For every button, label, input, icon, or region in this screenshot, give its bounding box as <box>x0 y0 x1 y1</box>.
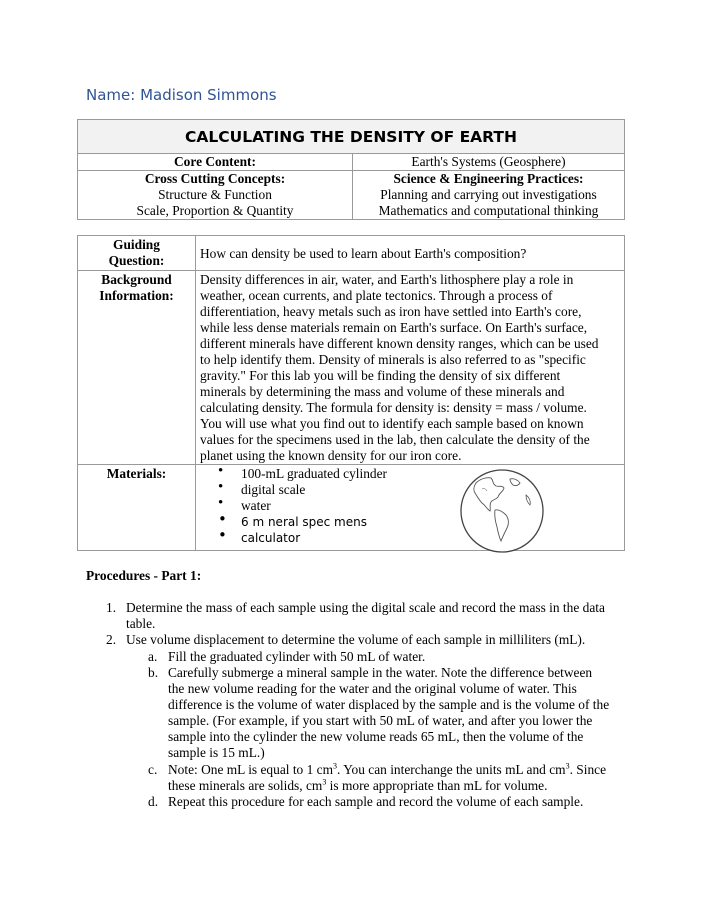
guiding-label-line: Question: <box>108 253 165 268</box>
materials-cell <box>196 465 625 551</box>
substep-text: sample. (For example, if you start with 50 mL of water, and after you lower the <box>168 713 593 728</box>
guiding-question-label <box>78 236 196 271</box>
core-content-label: Core Content: <box>78 154 353 171</box>
practices-cell <box>353 171 625 220</box>
header-table <box>77 119 625 220</box>
background-text <box>196 271 625 465</box>
background-line: differentiation, heavy metals such as iron have settled into Earth's core, <box>200 304 582 319</box>
cross-cutting-cell <box>78 171 353 220</box>
cross-cutting-label: Cross Cutting Concepts: <box>144 171 286 186</box>
substep-text: Repeat this procedure for each sample and record the volume of each sample. <box>168 794 584 809</box>
background-label-line: Information: <box>99 288 174 303</box>
materials-list <box>200 466 620 546</box>
worksheet-title: CALCULATING THE DENSITY OF EARTH <box>78 120 625 154</box>
materials-item: • digital scale <box>218 482 620 498</box>
substep-letter: a. <box>148 649 158 664</box>
background-label <box>78 271 196 465</box>
background-line: planet using the known density for our iron core. <box>200 448 462 463</box>
materials-item: • 6 m neral spec mens <box>218 514 620 530</box>
core-content-value: Earth's Systems (Geosphere) <box>353 154 625 171</box>
substep-letter: c. <box>148 762 158 777</box>
student-name: Name: Madison Simmons <box>86 86 277 104</box>
substep-text <box>168 762 606 778</box>
step-text: Use volume displacement to determine the volume of each sample in milliliters (mL). <box>126 632 586 647</box>
step-number: 1. <box>106 600 117 615</box>
cross-cutting-item: Scale, Proportion & Quantity <box>136 203 294 218</box>
substep-letter: b. <box>148 665 159 680</box>
practices-label: Science & Engineering Practices: <box>393 171 584 186</box>
step-text: Determine the mass of each sample using the digital scale and record the mass in the data <box>126 600 605 615</box>
info-table <box>77 235 625 551</box>
substep-letter: d. <box>148 794 159 809</box>
step-text: table. <box>126 616 156 631</box>
background-line: minerals by determining the mass and volume of these minerals and <box>200 384 565 399</box>
substep-text: sample into the cylinder the new volume reads 65 mL, then the volume of the <box>168 729 584 744</box>
background-line: weather, ocean currents, and plate tectonics. Through a process of <box>200 288 553 303</box>
substep-text: difference is the volume of water displaced by the sample and is the volume of the <box>168 697 610 712</box>
background-line: values for the specimens used in the lab, then calculate the density of the <box>200 432 590 447</box>
practices-item: Planning and carrying out investigations <box>380 187 597 202</box>
note-text: is more appropriate than mL for volume. <box>326 778 548 793</box>
superscript: 3 <box>333 761 337 771</box>
substep-text: the new volume reading for the water and the original volume of water. This <box>168 681 577 696</box>
materials-item: • water <box>218 498 620 514</box>
substep-text: Fill the graduated cylinder with 50 mL of water. <box>168 649 426 664</box>
procedures-heading: Procedures - Part 1: <box>86 568 202 583</box>
background-line: You will use what you find out to identify each sample based on known <box>200 416 584 431</box>
superscript: 3 <box>322 777 327 787</box>
materials-label: Materials: <box>78 465 196 551</box>
background-line: Density differences in air, water, and Earth's lithosphere play a role in <box>200 272 574 287</box>
cross-cutting-item: Structure & Function <box>158 187 272 202</box>
guiding-label-line: Guiding <box>113 237 160 252</box>
globe-icon <box>458 465 546 553</box>
superscript: 3 <box>565 761 570 771</box>
background-line: gravity." For this lab you will be finding the density of six different <box>200 368 561 383</box>
substep-text: sample is 15 mL.) <box>168 745 265 760</box>
background-line: calculating density. The formula for density is: density = mass / volume. <box>200 400 587 415</box>
guiding-question: How can density be used to learn about Earth's composition? <box>196 236 625 271</box>
background-line: different minerals have different known density ranges, which can be used <box>200 336 599 351</box>
background-label-line: Background <box>101 272 172 287</box>
materials-item: • calculator <box>218 530 620 546</box>
note-text: . You can interchange the units mL and cm <box>337 762 566 777</box>
substep-text: Carefully submerge a mineral sample in the water. Note the difference between <box>168 665 593 680</box>
note-text: . Since <box>569 762 607 777</box>
step-number: 2. <box>106 632 117 647</box>
background-line: to help identify them. Density of minerals is also referred to as "specific <box>200 352 586 367</box>
note-text: Note: One mL is equal to 1 cm <box>168 762 333 777</box>
background-line: while less dense materials remain on Earth's surface. On Earth's surface, <box>200 320 588 335</box>
note-text: these minerals are solids, cm <box>168 778 323 793</box>
practices-item: Mathematics and computational thinking <box>378 203 599 218</box>
substep-text <box>168 778 547 794</box>
materials-item: • 100-mL graduated cylinder <box>218 466 620 482</box>
